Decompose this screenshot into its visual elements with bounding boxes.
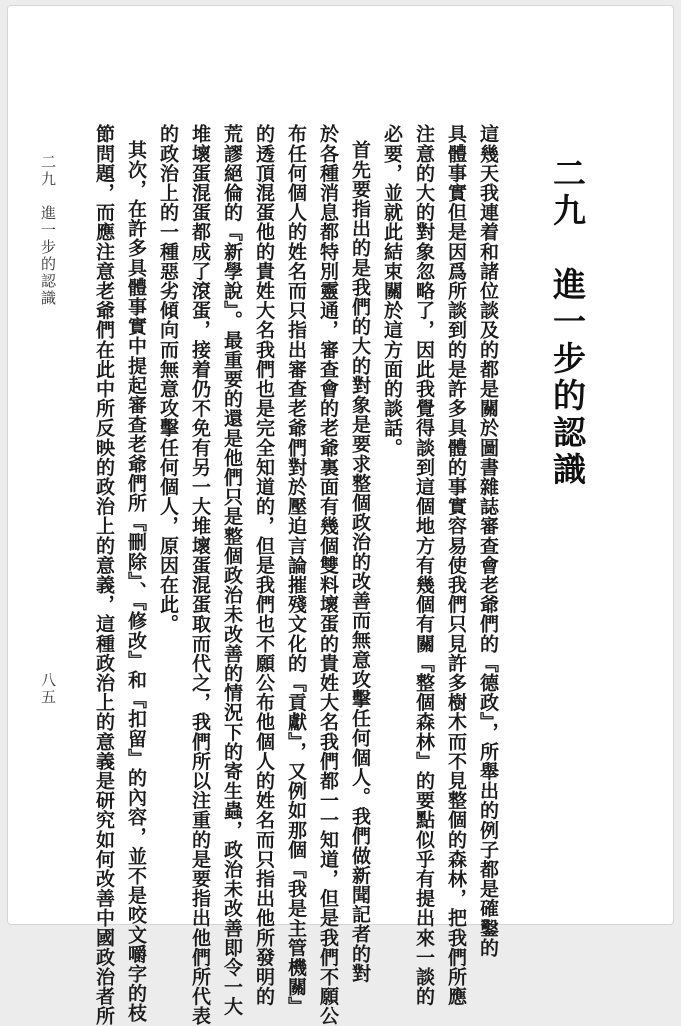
book-page [8,6,673,1026]
text-column-4: 必要，並就此結束關於這方面的談話。 [381,124,403,458]
running-header: 二九 進一步的認識 [39,154,57,307]
text-column-9: 荒謬絕倫的『新學說』。最重要的還是他們只是整個政治未改善的情況下的寄生蟲，政治未改善即令一大 [221,124,243,1017]
text-column-1: 這幾天我連着和諸位談及的都是關於圖書雜誌審查會老爺們的『德政』，所舉出的例子都是確鑿的 [477,124,499,958]
text-column-13: 節問題，而應注意老爺們在此中所反映的政治上的意義，這種政治上的意義是研究如何改善中國政治者所 [93,124,115,1026]
text-column-5: 首先要指出的是我們的大的對象是要求整個政治的改善而無意攻擊任何個人。我們做新聞記者的對 [349,140,371,983]
text-column-11: 的政治上的一種惡劣傾向而無意攻擊任何個人，原因在此。 [157,124,179,634]
text-column-2: 具體事實但是因爲所談到的是許多具體的事實容易使我們只見許多樹木而不見整個的森林，把我們所應 [445,124,467,1006]
chapter-title: 二九 進一步的認識 [548,156,587,489]
text-column-7: 布任何個人的姓名而只指出審查老爺們對於壓迫言論摧殘文化的『貢獻』，又例如那個『我是主管機關』 [285,124,307,1017]
page-number: 八五 [39,672,57,706]
text-column-12: 其次，在許多具體事實中提起審查老爺們所『刪除』、『修改』和『扣留』的內容，並不是咬文嚼字的枝 [125,140,147,1023]
text-column-6: 於各種消息都特別靈通，審查會的老爺裏面有幾個雙料壞蛋的貴姓大名我們都一一知道，但是我們不願公 [317,124,339,1026]
text-column-10: 堆壞蛋混蛋都成了滾蛋，接着仍不免有另一大堆壞蛋混蛋取而代之，我們所以注重的是要指出他們所代表 [189,124,211,1026]
text-column-8: 的透頂混蛋他的貴姓大名我們也是完全知道的，但是我們也不願公布他個人的姓名而只指出他所發明的 [253,124,275,1006]
text-column-3: 注意的大的對象忽略了，因此我覺得談到這個地方有幾個有關『整個森林』的要點似乎有提出來一談的 [413,124,435,1006]
